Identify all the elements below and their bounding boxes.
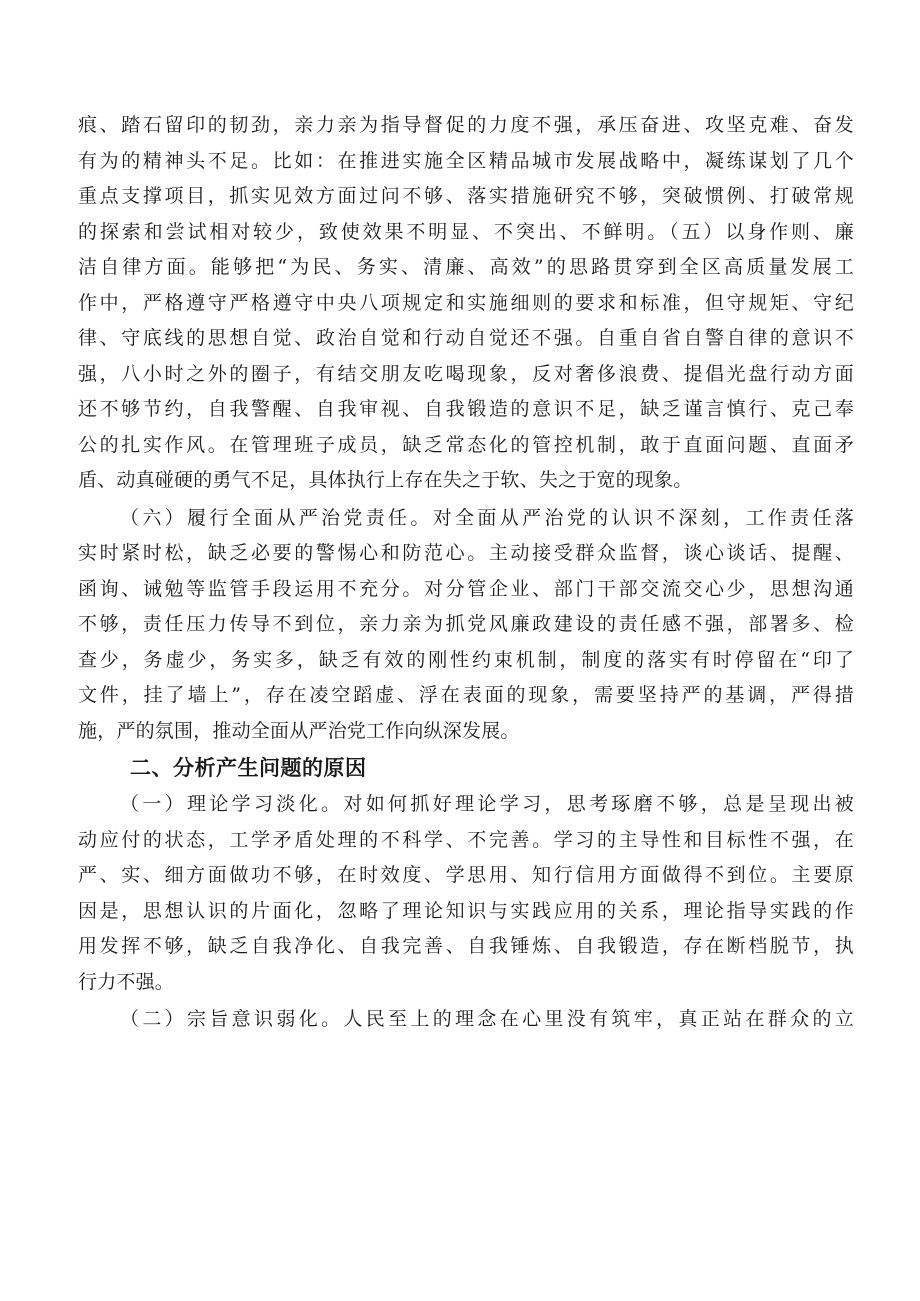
paragraph-party-responsibility <box>78 501 854 750</box>
text-line: （一）理论学习淡化。对如何抓好理论学习，思考琢磨不够，总是呈现出被 <box>120 793 854 815</box>
text-line: 还不够节约，自我警醒、自我审视、自我锻造的意识不足，缺乏谨言慎行、克己奉 <box>78 398 854 420</box>
text-line: 痕、踏石留印的韧劲，亲力亲为指导督促的力度不强，承压奋进、攻坚克难、奋发 <box>78 114 854 136</box>
text-line: 严、实、细方面做功不够，在时效度、学思用、知行信用方面做得不到位。主要原 <box>78 864 854 886</box>
section-heading: 二、分析产生问题的原因 <box>130 756 367 780</box>
text-line: 洁自律方面。能够把“为民、务实、清廉、高效”的思路贯穿到全区高质量发展工 <box>78 256 854 278</box>
paragraph-integrity <box>78 108 854 499</box>
text-line: 作中，严格遵守严格遵守中央八项规定和实施细则的要求和标准，但守规矩、守纪 <box>78 291 854 314</box>
text-line: 施，严的氛围，推动全面从严治党工作向纵深发展。 <box>78 719 520 742</box>
text-line: （二）宗旨意识弱化。人民至上的理念在心里没有筑牢，真正站在群众的立 <box>120 1008 854 1030</box>
paragraph-purpose-awareness <box>78 1002 854 1038</box>
text-line: 实时紧时松，缺乏必要的警惕心和防范心。主动接受群众监督，谈心谈话、提醒、 <box>78 542 854 564</box>
text-line: 有为的精神头不足。比如：在推进实施全区精品城市发展战略中，凝练谋划了几个 <box>78 149 854 172</box>
text-line: 动应付的状态，工学矛盾处理的不科学、不完善。学习的主导性和目标性不强，在 <box>78 828 854 851</box>
text-line: 律、守底线的思想自觉、政治自觉和行动自觉还不强。自重自省自警自律的意识不 <box>78 327 854 349</box>
paragraph-theory-study <box>78 787 854 1000</box>
text-line: 文件，挂了墙上”，存在凌空蹈虚、浮在表面的现象，需要坚持严的基调，严得措 <box>78 684 854 706</box>
text-line: 重点支撑项目，抓实见效方面过问不够、落实措施研究不够，突破惯例、打破常规 <box>78 185 854 207</box>
text-line: 用发挥不够，缺乏自我净化、自我完善、自我锤炼、自我锻造，存在断档脱节，执 <box>78 935 854 957</box>
text-line: 公的扎实作风。在管理班子成员，缺乏常态化的管控机制，敢于直面问题、直面矛 <box>78 433 854 456</box>
text-line: 的探索和尝试相对较少，致使效果不明显、不突出、不鲜明。（五）以身作则、廉 <box>78 220 854 243</box>
text-line: 盾、动真碰硬的勇气不足，具体执行上存在失之于软、失之于宽的现象。 <box>78 469 693 491</box>
document-page <box>78 108 854 1038</box>
text-line: 函询、诫勉等监管手段运用不充分。对分管企业、部门干部交流交心少，思想沟通 <box>78 577 854 600</box>
text-line: 不够，责任压力传导不到位，亲力亲为抓党风廉政建设的责任感不强，部署多、检 <box>78 613 854 635</box>
text-line: （六）履行全面从严治党责任。对全面从严治党的认识不深刻，工作责任落 <box>120 506 854 529</box>
text-line: 查少，务虚少，务实多，缺乏有效的刚性约束机制，制度的落实有时停留在“印了 <box>78 648 854 671</box>
text-line: 因是，思想认识的片面化，忽略了理论知识与实践应用的关系，理论指导实践的作 <box>78 899 854 922</box>
text-line: 强，八小时之外的圈子，有结交朋友吃喝现象，反对奢侈浪费、提倡光盘行动方面 <box>78 362 854 385</box>
text-line: 行力不强。 <box>78 970 175 993</box>
